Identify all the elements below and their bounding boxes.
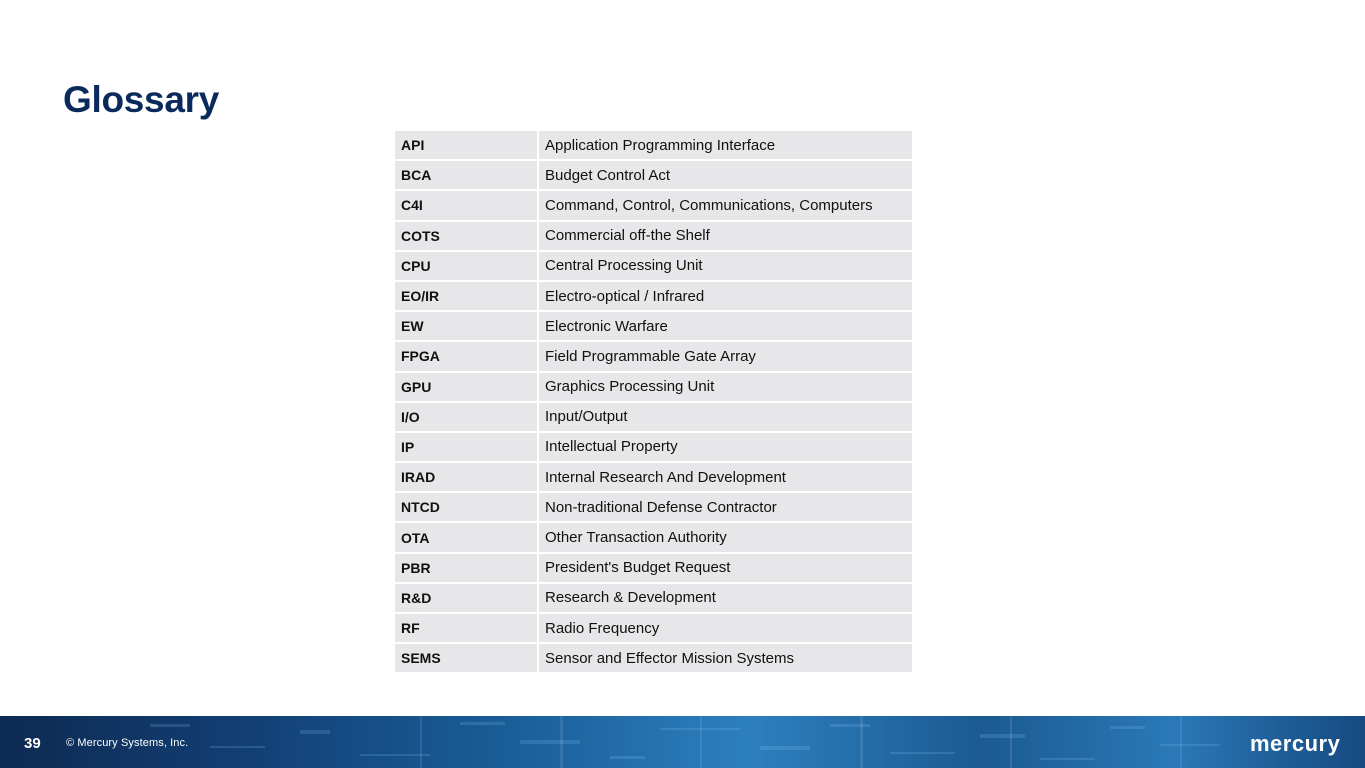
table-row xyxy=(395,222,912,252)
table-row xyxy=(395,131,912,161)
mercury-logo: mercury xyxy=(1250,731,1341,756)
glossary-abbreviation: C4I xyxy=(395,191,539,221)
glossary-definition: Central Processing Unit xyxy=(539,252,912,282)
glossary-abbreviation: NTCD xyxy=(395,493,539,523)
table-row xyxy=(395,403,912,433)
table-row xyxy=(395,342,912,372)
glossary-definition: Electro-optical / Infrared xyxy=(539,282,912,312)
table-row xyxy=(395,644,912,674)
glossary-abbreviation: FPGA xyxy=(395,342,539,372)
table-row xyxy=(395,463,912,493)
glossary-abbreviation: SEMS xyxy=(395,644,539,674)
table-row xyxy=(395,191,912,221)
glossary-abbreviation: PBR xyxy=(395,554,539,584)
glossary-definition: Intellectual Property xyxy=(539,433,912,463)
glossary-abbreviation: GPU xyxy=(395,373,539,403)
glossary-definition: Budget Control Act xyxy=(539,161,912,191)
table-row xyxy=(395,282,912,312)
footer-bar xyxy=(0,716,1365,768)
glossary-definition: Input/Output xyxy=(539,403,912,433)
table-row xyxy=(395,554,912,584)
table-row xyxy=(395,493,912,523)
glossary-definition: Non-traditional Defense Contractor xyxy=(539,493,912,523)
page-title: Glossary xyxy=(63,79,219,120)
table-row xyxy=(395,523,912,553)
glossary-abbreviation: I/O xyxy=(395,403,539,433)
glossary-abbreviation: R&D xyxy=(395,584,539,614)
glossary-table-body xyxy=(395,131,912,674)
glossary-definition: Other Transaction Authority xyxy=(539,523,912,553)
glossary-definition: Command, Control, Communications, Computers xyxy=(539,191,912,221)
table-row xyxy=(395,312,912,342)
page-number: 39 xyxy=(24,735,41,752)
glossary-definition: Field Programmable Gate Array xyxy=(539,342,912,372)
glossary-abbreviation: IP xyxy=(395,433,539,463)
glossary-abbreviation: EO/IR xyxy=(395,282,539,312)
table-row xyxy=(395,614,912,644)
copyright-text: © Mercury Systems, Inc. xyxy=(66,737,189,749)
glossary-abbreviation: COTS xyxy=(395,222,539,252)
glossary-definition: Electronic Warfare xyxy=(539,312,912,342)
glossary-abbreviation: CPU xyxy=(395,252,539,282)
table-row xyxy=(395,433,912,463)
glossary-abbreviation: API xyxy=(395,131,539,161)
table-row xyxy=(395,584,912,614)
table-row xyxy=(395,373,912,403)
glossary-definition: Commercial off-the Shelf xyxy=(539,222,912,252)
glossary-definition: Sensor and Effector Mission Systems xyxy=(539,644,912,674)
glossary-definition: Application Programming Interface xyxy=(539,131,912,161)
glossary-abbreviation: OTA xyxy=(395,523,539,553)
table-row xyxy=(395,252,912,282)
glossary-abbreviation: BCA xyxy=(395,161,539,191)
table-row xyxy=(395,161,912,191)
footer-texture xyxy=(0,716,1365,768)
glossary-definition: Internal Research And Development xyxy=(539,463,912,493)
glossary-definition: Graphics Processing Unit xyxy=(539,373,912,403)
glossary-abbreviation: RF xyxy=(395,614,539,644)
glossary-definition: Research & Development xyxy=(539,584,912,614)
glossary-abbreviation: EW xyxy=(395,312,539,342)
glossary-table xyxy=(395,131,912,674)
glossary-abbreviation: IRAD xyxy=(395,463,539,493)
glossary-definition: President's Budget Request xyxy=(539,554,912,584)
glossary-definition: Radio Frequency xyxy=(539,614,912,644)
